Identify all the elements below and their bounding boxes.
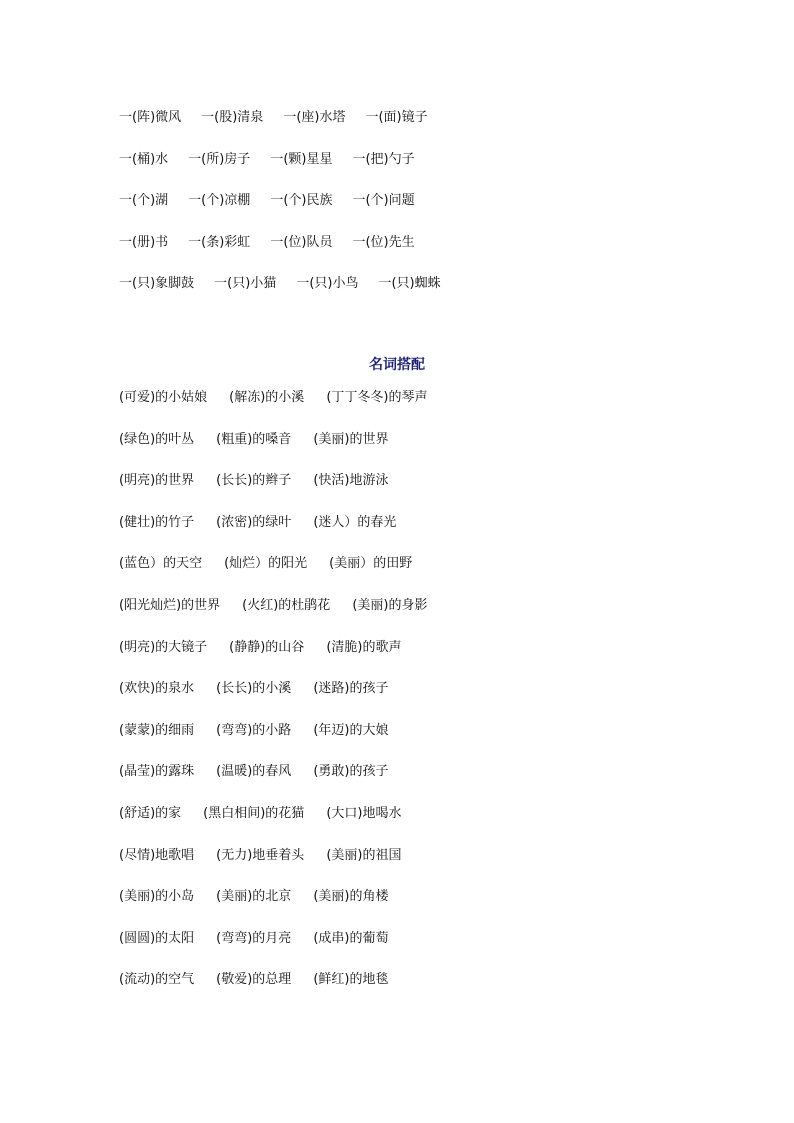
list-item: (解冻)的小溪	[229, 390, 305, 405]
list-item: 一(只)小鸟	[296, 276, 359, 291]
list-item: 一(阵)微风	[119, 110, 182, 125]
list-item: (黑白相间)的花猫	[203, 805, 305, 821]
list-row	[119, 638, 719, 680]
list-item: 一(把)勺子	[352, 151, 415, 167]
list-row	[119, 887, 719, 929]
list-item: (欢快)的泉水	[119, 681, 195, 697]
list-row	[119, 929, 719, 971]
list-row	[119, 108, 719, 150]
list-item: (美丽)的身影	[352, 597, 428, 613]
list-item: (蓝色）的天空	[119, 556, 203, 572]
list-item: 一(颗)星星	[270, 151, 333, 167]
list-item: (成串)的葡萄	[313, 930, 389, 946]
list-item: (圆圆)的太阳	[119, 930, 195, 946]
list-item: (迷路)的孩子	[313, 681, 389, 697]
list-row	[119, 274, 719, 316]
list-item: (美丽)的北京	[216, 889, 292, 905]
list-item: (浓密)的绿叶	[216, 514, 292, 530]
list-item: 一(桶)水	[119, 151, 169, 167]
list-row	[119, 471, 719, 513]
list-item: (敬爱)的总理	[216, 972, 292, 988]
section-heading: 名词搭配	[369, 357, 425, 373]
list-item: (蒙蒙)的细雨	[119, 722, 195, 738]
list-item: (静静)的山谷	[229, 639, 305, 655]
list-item: 一(面)镜子	[365, 110, 428, 125]
list-row	[119, 679, 719, 721]
list-item: 一(册)书	[119, 234, 169, 250]
list-item: 一(只)小猫	[214, 276, 277, 291]
list-item: 一(股)清泉	[201, 110, 264, 125]
list-item: (灿烂）的阳光	[224, 556, 308, 572]
list-item: (长长)的小溪	[216, 681, 292, 697]
list-item: (可爱)的小姑娘	[119, 390, 208, 405]
list-item: (美丽)的世界	[313, 431, 389, 447]
list-item: 一(位)先生	[352, 234, 415, 250]
list-item: (迷人）的春光	[313, 514, 397, 530]
list-row	[119, 970, 719, 1012]
list-item: 一(所)房子	[188, 151, 251, 167]
list-row	[119, 513, 719, 555]
list-item: 一(只)象脚鼓	[119, 276, 195, 291]
list-item: (美丽)的小岛	[119, 889, 195, 905]
list-item: (粗重)的嗓音	[216, 431, 292, 447]
list-item: (温暖)的春风	[216, 764, 292, 780]
list-row	[119, 804, 719, 846]
list-item: 一(位)队员	[270, 234, 333, 250]
list-item: (明亮)的世界	[119, 473, 195, 489]
list-item: (绿色)的叶丛	[119, 431, 195, 447]
list-row	[119, 430, 719, 472]
list-item: (美丽）的田野	[329, 556, 413, 572]
list-row	[119, 554, 719, 596]
list-item: (阳光灿烂)的世界	[119, 597, 221, 613]
list-item: (舒适)的家	[119, 805, 182, 821]
list-item: 一(个)民族	[270, 193, 333, 208]
list-row	[119, 388, 719, 430]
list-item: (尽情)地歌唱	[119, 847, 195, 863]
list-item: (快活)地游泳	[313, 473, 389, 489]
list-item: (勇敢)的孩子	[313, 764, 389, 780]
list-item: (火红)的杜鹃花	[242, 597, 331, 613]
list-item: 一(个)凉棚	[188, 193, 251, 208]
list-row	[119, 596, 719, 638]
list-item: (丁丁冬冬)的琴声	[326, 390, 428, 405]
list-item: 一(个)问题	[352, 193, 415, 208]
noun-phrase-list	[119, 388, 719, 1012]
list-item: (健壮)的竹子	[119, 514, 195, 530]
list-item: (美丽)的角楼	[313, 889, 389, 905]
list-row	[119, 150, 719, 192]
list-item: 一(个)湖	[119, 193, 169, 208]
list-row	[119, 762, 719, 804]
list-item: 一(条)彩虹	[188, 234, 251, 250]
list-item: (长长)的辫子	[216, 473, 292, 489]
list-row	[119, 191, 719, 233]
list-item: 一(座)水塔	[283, 110, 346, 125]
list-item: (流动)的空气	[119, 972, 195, 988]
list-item: (无力)地垂着头	[216, 847, 305, 863]
list-item: (晶莹)的露珠	[119, 764, 195, 780]
list-row	[119, 721, 719, 763]
list-item: (弯弯)的小路	[216, 722, 292, 738]
list-item: (年迈)的大娘	[313, 722, 389, 738]
list-item: (明亮)的大镜子	[119, 639, 208, 655]
list-item: (鲜红)的地毯	[313, 972, 389, 988]
measure-word-list	[119, 108, 719, 316]
list-item: (弯弯)的月亮	[216, 930, 292, 946]
list-item: (美丽)的祖国	[326, 847, 402, 863]
list-item: 一(只)蜘蛛	[378, 276, 441, 291]
list-row	[119, 233, 719, 275]
list-row	[119, 846, 719, 888]
list-item: (大口)地喝水	[326, 805, 402, 821]
list-item: (清脆)的歌声	[326, 639, 402, 655]
